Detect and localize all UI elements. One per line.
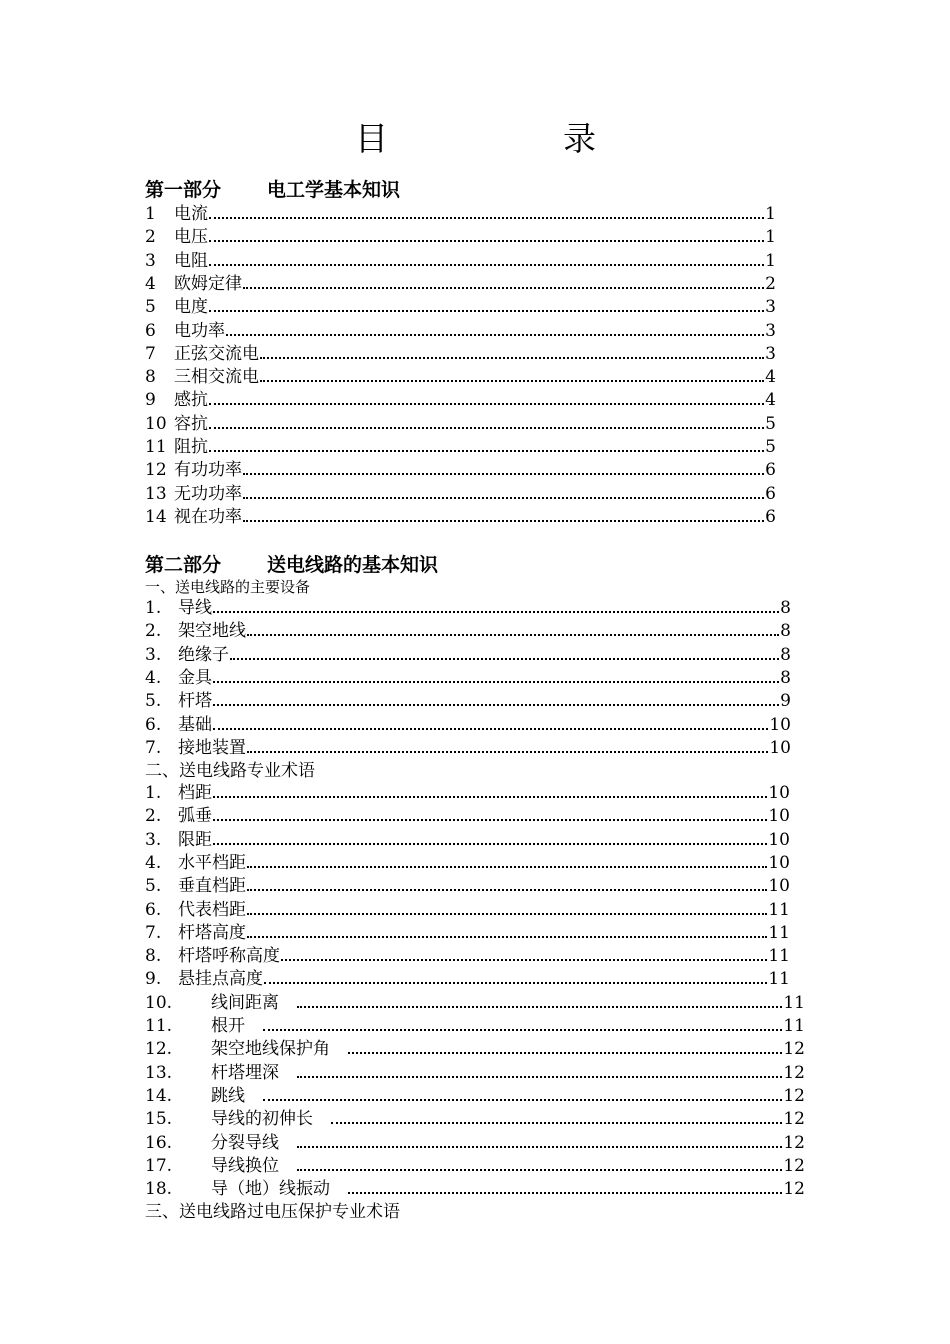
- entry-title: 有功功率: [174, 460, 242, 481]
- entry-title: 分裂导线: [211, 1132, 279, 1153]
- dot-leader: [209, 264, 764, 266]
- entry-page-number: 12: [783, 1062, 805, 1083]
- entry-page-number: 4: [765, 390, 776, 411]
- entry-number: 7.: [145, 737, 162, 758]
- entry-title: 弧垂: [178, 806, 212, 827]
- entry-number: 14: [145, 506, 167, 527]
- entry-number: 18.: [145, 1179, 173, 1200]
- entry-number: 10: [145, 413, 167, 434]
- dot-leader: [348, 1052, 782, 1054]
- toc-entry: [145, 1062, 805, 1085]
- part2-name: 送电线路的基本知识: [267, 554, 439, 576]
- toc-entry: [145, 273, 776, 296]
- part1-name: 电工学基本知识: [267, 179, 401, 201]
- entry-number: 8.: [145, 946, 162, 967]
- dot-leader: [209, 217, 764, 219]
- entry-title: 架空地线: [178, 621, 246, 642]
- entry-number: 2: [145, 227, 156, 248]
- entry-title: 跳线: [211, 1085, 245, 1106]
- entry-title: 水平档距: [178, 852, 246, 873]
- toc-entry: [145, 1108, 805, 1131]
- entry-page-number: 4: [765, 367, 776, 388]
- entry-page-number: 1: [765, 250, 776, 271]
- toc-entry: [145, 203, 776, 226]
- entry-page-number: 11: [768, 922, 790, 943]
- entry-page-number: 6: [765, 506, 776, 527]
- entry-page-number: 8: [780, 667, 791, 688]
- toc-entry: [145, 805, 790, 828]
- entry-number: 3.: [145, 644, 162, 665]
- dot-leader: [213, 611, 779, 613]
- entry-title: 容抗: [174, 413, 208, 434]
- toc-entry: [145, 852, 790, 875]
- entry-title: 绝缘子: [178, 644, 229, 665]
- entry-title: 阻抗: [174, 437, 208, 457]
- dot-leader: [213, 796, 767, 798]
- toc-entry: [145, 875, 790, 898]
- entry-number: 16.: [145, 1132, 173, 1153]
- dot-leader: [263, 1029, 782, 1031]
- entry-page-number: 3: [765, 297, 776, 318]
- entry-number: 8: [145, 367, 156, 388]
- entry-title: 金具: [178, 667, 212, 688]
- entry-number: 3.: [145, 829, 162, 850]
- entry-title: 接地装置: [178, 737, 246, 758]
- dot-leader: [247, 634, 779, 636]
- toc-entry: [145, 389, 776, 412]
- entry-number: 13.: [145, 1062, 173, 1083]
- entry-title: 悬挂点高度: [178, 969, 263, 990]
- entry-page-number: 12: [783, 1109, 805, 1130]
- dot-leader: [209, 240, 764, 242]
- entry-page-number: 12: [783, 1179, 805, 1200]
- dot-leader: [281, 959, 767, 961]
- entry-page-number: 2: [765, 273, 776, 294]
- entry-title: 导线换位: [211, 1155, 279, 1176]
- toc-entry: [145, 366, 776, 389]
- entry-title: 三相交流电: [174, 367, 259, 388]
- dot-leader: [209, 403, 764, 405]
- dot-leader: [230, 658, 779, 660]
- entry-page-number: 12: [783, 1132, 805, 1153]
- toc-entry: [145, 320, 776, 343]
- entry-page-number: 12: [783, 1039, 805, 1060]
- entry-page-number: 8: [780, 621, 791, 642]
- toc-entry: [145, 506, 776, 529]
- toc-entry: [145, 436, 776, 459]
- section2-heading: 二、送电线路专业术语: [145, 761, 315, 781]
- part1-label: 第一部分: [145, 179, 222, 201]
- toc-entry: [145, 690, 791, 713]
- part2-heading: [145, 552, 438, 578]
- toc-entry: [145, 597, 791, 620]
- entry-page-number: 10: [769, 737, 791, 758]
- entry-number: 1.: [145, 598, 162, 618]
- entry-title: 欧姆定律: [174, 273, 242, 294]
- dot-leader: [209, 427, 764, 429]
- section3-heading: 三、送电线路过电压保护专业术语: [145, 1202, 400, 1222]
- entry-title: 杆塔高度: [178, 922, 246, 943]
- dot-leader: [348, 1192, 782, 1194]
- entry-page-number: 5: [765, 437, 776, 457]
- entry-title: 电功率: [174, 320, 225, 341]
- entry-number: 4.: [145, 667, 162, 688]
- dot-leader: [226, 334, 764, 336]
- entry-page-number: 8: [780, 644, 791, 665]
- toc-entry: [145, 413, 776, 436]
- toc-entry: [145, 1155, 805, 1178]
- toc-entry: [145, 459, 776, 482]
- entry-number: 4: [145, 273, 156, 294]
- dot-leader: [213, 681, 779, 683]
- entry-title: 代表档距: [178, 899, 246, 920]
- entry-number: 3: [145, 250, 156, 271]
- entry-number: 11: [145, 437, 167, 457]
- entry-title: 线间距离: [211, 992, 279, 1013]
- entry-title: 架空地线保护角: [211, 1039, 330, 1060]
- toc-entry: [145, 1038, 805, 1061]
- entry-title: 杆塔埋深: [211, 1062, 279, 1083]
- entry-title: 杆塔呼称高度: [178, 946, 280, 967]
- dot-leader: [243, 520, 764, 522]
- entry-page-number: 10: [769, 714, 791, 735]
- dot-leader: [213, 704, 779, 706]
- entry-page-number: 11: [783, 992, 805, 1013]
- entry-number: 5: [145, 297, 156, 318]
- dot-leader: [213, 843, 767, 845]
- toc-entry: [145, 1085, 805, 1108]
- toc-entry: [145, 1132, 805, 1155]
- toc-entry: [145, 1178, 805, 1201]
- entry-number: 14.: [145, 1085, 173, 1106]
- part2-label: 第二部分: [145, 554, 222, 576]
- entry-page-number: 6: [765, 483, 776, 504]
- dot-leader: [243, 497, 764, 499]
- entry-number: 10.: [145, 992, 173, 1013]
- entry-number: 6.: [145, 899, 162, 920]
- entry-title: 感抗: [174, 390, 208, 411]
- entry-page-number: 11: [768, 969, 790, 990]
- entry-number: 12.: [145, 1039, 173, 1060]
- entry-page-number: 11: [768, 946, 790, 967]
- entry-page-number: 12: [783, 1155, 805, 1176]
- part1-heading: [145, 177, 400, 203]
- entry-title: 基础: [178, 714, 212, 735]
- toc-entry: [145, 667, 791, 690]
- entry-number: 9.: [145, 969, 162, 990]
- toc-title: [0, 116, 950, 162]
- dot-leader: [213, 728, 768, 730]
- entry-page-number: 3: [765, 320, 776, 341]
- entry-page-number: 12: [783, 1085, 805, 1106]
- entry-number: 11.: [145, 1016, 173, 1036]
- entry-number: 6: [145, 320, 156, 341]
- toc-entry: [145, 968, 790, 991]
- dot-leader: [297, 1006, 782, 1008]
- entry-title: 档距: [178, 783, 212, 803]
- entry-title: 导线的初伸长: [211, 1109, 313, 1130]
- dot-leader: [331, 1122, 782, 1124]
- entry-page-number: 9: [780, 691, 791, 712]
- entry-page-number: 3: [765, 343, 776, 364]
- entry-page-number: 8: [780, 598, 791, 618]
- entry-title: 限距: [178, 829, 212, 850]
- dot-leader: [263, 1099, 782, 1101]
- entry-page-number: 5: [765, 413, 776, 434]
- toc-entry: [145, 1015, 805, 1038]
- entry-page-number: 10: [768, 876, 790, 897]
- entry-number: 5.: [145, 876, 162, 897]
- entry-number: 15.: [145, 1109, 173, 1130]
- entry-page-number: 11: [783, 1016, 805, 1036]
- toc-entry: [145, 922, 790, 945]
- dot-leader: [260, 380, 764, 382]
- toc-entry: [145, 829, 790, 852]
- entry-number: 7: [145, 343, 156, 364]
- dot-leader: [260, 357, 764, 359]
- entry-number: 5.: [145, 691, 162, 712]
- dot-leader: [243, 287, 764, 289]
- entry-number: 9: [145, 390, 156, 411]
- entry-title: 垂直档距: [178, 876, 246, 897]
- toc-entry: [145, 296, 776, 319]
- dot-leader: [209, 450, 764, 452]
- toc-entry: [145, 250, 776, 273]
- dot-leader: [247, 936, 767, 938]
- entry-title: 无功功率: [174, 483, 242, 504]
- toc-entry: [145, 483, 776, 506]
- dot-leader: [297, 1146, 782, 1148]
- dot-leader: [264, 982, 767, 984]
- toc-entry: [145, 782, 790, 805]
- dot-leader: [213, 819, 767, 821]
- entry-page-number: 1: [765, 227, 776, 248]
- entry-number: 12: [145, 460, 167, 481]
- entry-number: 2.: [145, 806, 162, 827]
- entry-title: 导（地）线振动: [211, 1179, 330, 1200]
- dot-leader: [247, 751, 768, 753]
- toc-entry: [145, 226, 776, 249]
- entry-number: 7.: [145, 922, 162, 943]
- entry-page-number: 10: [768, 829, 790, 850]
- entry-page-number: 11: [768, 899, 790, 920]
- toc-entry: [145, 992, 805, 1015]
- section1-heading: 一、送电线路的主要设备: [145, 578, 311, 596]
- toc-entry: [145, 714, 791, 737]
- dot-leader: [247, 889, 767, 891]
- entry-title: 电流: [174, 204, 208, 224]
- entry-page-number: 10: [768, 783, 790, 803]
- dot-leader: [297, 1076, 782, 1078]
- toc-entry: [145, 945, 790, 968]
- entry-title: 根开: [211, 1016, 245, 1036]
- toc-title-char-2: 录: [563, 119, 596, 158]
- entry-title: 正弦交流电: [174, 343, 259, 364]
- toc-entry: [145, 737, 791, 760]
- toc-entry: [145, 899, 790, 922]
- dot-leader: [243, 473, 764, 475]
- entry-title: 杆塔: [178, 691, 212, 712]
- entry-title: 导线: [178, 598, 212, 618]
- entry-title: 电阻: [174, 250, 208, 271]
- entry-title: 电压: [174, 227, 208, 248]
- entry-title: 视在功率: [174, 506, 242, 527]
- dot-leader: [247, 866, 767, 868]
- entry-number: 6.: [145, 714, 162, 735]
- dot-leader: [209, 310, 764, 312]
- dot-leader: [247, 913, 767, 915]
- dot-leader: [297, 1169, 782, 1171]
- toc-title-char-1: 目: [355, 119, 388, 158]
- toc-entry: [145, 644, 791, 667]
- toc-entry: [145, 620, 791, 643]
- entry-number: 17.: [145, 1155, 173, 1176]
- entry-number: 1.: [145, 783, 162, 803]
- entry-page-number: 1: [765, 204, 776, 224]
- entry-number: 1: [145, 204, 156, 224]
- entry-number: 13: [145, 483, 167, 504]
- entry-number: 4.: [145, 852, 162, 873]
- toc-entry: [145, 343, 776, 366]
- entry-number: 2.: [145, 621, 162, 642]
- entry-page-number: 10: [768, 806, 790, 827]
- entry-page-number: 6: [765, 460, 776, 481]
- entry-page-number: 10: [768, 852, 790, 873]
- entry-title: 电度: [174, 297, 208, 318]
